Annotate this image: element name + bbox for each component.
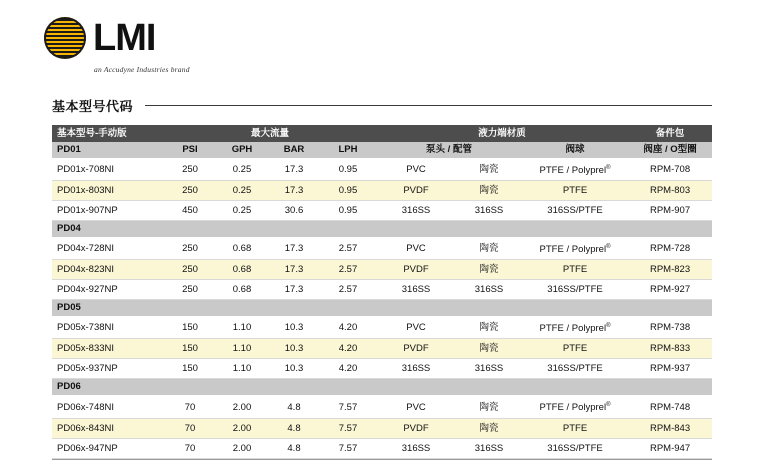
cell-lph: 0.95 <box>320 201 376 221</box>
cell-bar: 17.3 <box>268 181 320 201</box>
cell-gph: 0.68 <box>216 260 268 280</box>
cell-lph: 7.57 <box>320 418 376 438</box>
cell-psi: 250 <box>164 280 216 300</box>
cell-lph: 2.57 <box>320 238 376 260</box>
cell-model: PD01x-803NI <box>52 181 164 201</box>
cell-model: PD01x-907NP <box>52 201 164 221</box>
cell-model: PD04x-823NI <box>52 260 164 280</box>
cell-psi: 450 <box>164 201 216 221</box>
cell-lph: 0.95 <box>320 181 376 201</box>
table-row[interactable] <box>52 201 712 221</box>
cell-gph: 1.10 <box>216 339 268 359</box>
cell-repair-kit: RPM-833 <box>628 339 712 359</box>
page-title: 基本型号代码 <box>52 99 134 114</box>
cell-diaphragm: 陶瓷 <box>456 396 522 418</box>
cell-diaphragm: 陶瓷 <box>456 260 522 280</box>
cell-psi: 150 <box>164 359 216 379</box>
cell-ball: PTFE / Polyprel® <box>522 159 628 181</box>
cell-psi: 150 <box>164 339 216 359</box>
cell-head-material: 316SS <box>376 359 456 379</box>
cell-model: PD05x-738NI <box>52 317 164 339</box>
cell-psi: 250 <box>164 181 216 201</box>
head-model: 基本型号-手动版 <box>52 125 164 142</box>
cell-model: PD04x-927NP <box>52 280 164 300</box>
table-sub-header <box>52 142 712 159</box>
table-row[interactable] <box>52 339 712 359</box>
cell-head-material: 316SS <box>376 438 456 458</box>
subhead-gph: GPH <box>216 142 268 159</box>
subhead-group: PD01 <box>52 142 164 159</box>
cell-head-material: PVC <box>376 159 456 181</box>
table-bottom-rule <box>52 459 712 460</box>
cell-ball: 316SS/PTFE <box>522 201 628 221</box>
brand-logo <box>44 16 304 78</box>
cell-lph: 2.57 <box>320 260 376 280</box>
cell-ball: 316SS/PTFE <box>522 280 628 300</box>
cell-ball: PTFE <box>522 181 628 201</box>
cell-repair-kit: RPM-843 <box>628 418 712 438</box>
cell-diaphragm: 316SS <box>456 280 522 300</box>
registered-mark: ® <box>606 165 611 171</box>
table-group-row <box>52 221 712 238</box>
cell-model: PD06x-843NI <box>52 418 164 438</box>
cell-bar: 17.3 <box>268 238 320 260</box>
cell-gph: 1.10 <box>216 359 268 379</box>
cell-ball: PTFE <box>522 418 628 438</box>
cell-bar: 4.8 <box>268 438 320 458</box>
group-label: PD06 <box>52 379 712 396</box>
cell-head-material: PVDF <box>376 260 456 280</box>
subhead-psi: PSI <box>164 142 216 159</box>
cell-psi: 70 <box>164 396 216 418</box>
table-row[interactable] <box>52 260 712 280</box>
cell-lph: 0.95 <box>320 159 376 181</box>
subhead-kit: 阀座 / O型圈 <box>628 142 712 159</box>
cell-head-material: PVDF <box>376 339 456 359</box>
cell-bar: 10.3 <box>268 317 320 339</box>
table-row[interactable] <box>52 317 712 339</box>
table-row[interactable] <box>52 280 712 300</box>
cell-psi: 250 <box>164 260 216 280</box>
cell-model: PD06x-947NP <box>52 438 164 458</box>
cell-repair-kit: RPM-708 <box>628 159 712 181</box>
table-row[interactable] <box>52 438 712 458</box>
cell-bar: 17.3 <box>268 159 320 181</box>
cell-gph: 0.68 <box>216 238 268 260</box>
cell-ball: PTFE / Polyprel® <box>522 317 628 339</box>
cell-bar: 30.6 <box>268 201 320 221</box>
cell-head-material: PVC <box>376 317 456 339</box>
cell-diaphragm: 陶瓷 <box>456 339 522 359</box>
cell-psi: 150 <box>164 317 216 339</box>
cell-model: PD06x-748NI <box>52 396 164 418</box>
cell-gph: 2.00 <box>216 396 268 418</box>
registered-mark: ® <box>606 402 611 409</box>
cell-head-material: 316SS <box>376 201 456 221</box>
cell-lph: 4.20 <box>320 339 376 359</box>
subhead-ball: 阀球 <box>522 142 628 159</box>
section-header <box>52 96 712 115</box>
cell-lph: 4.20 <box>320 317 376 339</box>
cell-lph: 7.57 <box>320 438 376 458</box>
cell-bar: 10.3 <box>268 339 320 359</box>
cell-ball: PTFE <box>522 339 628 359</box>
cell-model: PD05x-937NP <box>52 359 164 379</box>
cell-head-material: PVDF <box>376 418 456 438</box>
spec-table-wrapper <box>52 125 712 460</box>
subhead-bar: BAR <box>268 142 320 159</box>
cell-repair-kit: RPM-947 <box>628 438 712 458</box>
group-label: PD05 <box>52 300 712 317</box>
head-material: 液力端材质 <box>376 125 628 142</box>
cell-repair-kit: RPM-728 <box>628 238 712 260</box>
cell-head-material: PVC <box>376 396 456 418</box>
cell-gph: 2.00 <box>216 418 268 438</box>
cell-head-material: PVC <box>376 238 456 260</box>
table-row[interactable] <box>52 396 712 418</box>
group-label: PD04 <box>52 221 712 238</box>
cell-ball: 316SS/PTFE <box>522 438 628 458</box>
cell-repair-kit: RPM-738 <box>628 317 712 339</box>
cell-gph: 1.10 <box>216 317 268 339</box>
table-group-row <box>52 300 712 317</box>
cell-ball: PTFE / Polyprel® <box>522 238 628 260</box>
cell-model: PD01x-708NI <box>52 159 164 181</box>
logo-tagline: an Accudyne Industries brand <box>94 65 190 74</box>
table-row[interactable] <box>52 418 712 438</box>
title-divider <box>145 105 712 106</box>
cell-bar: 4.8 <box>268 396 320 418</box>
cell-bar: 10.3 <box>268 359 320 379</box>
cell-ball: PTFE / Polyprel® <box>522 396 628 418</box>
cell-bar: 17.3 <box>268 260 320 280</box>
cell-diaphragm: 陶瓷 <box>456 317 522 339</box>
cell-repair-kit: RPM-748 <box>628 396 712 418</box>
cell-gph: 0.25 <box>216 181 268 201</box>
cell-diaphragm: 陶瓷 <box>456 418 522 438</box>
cell-model: PD05x-833NI <box>52 339 164 359</box>
cell-lph: 4.20 <box>320 359 376 379</box>
cell-gph: 0.25 <box>216 201 268 221</box>
spec-table <box>52 125 712 459</box>
cell-gph: 0.68 <box>216 280 268 300</box>
logo-wordmark: LMI <box>93 17 156 59</box>
cell-lph: 2.57 <box>320 280 376 300</box>
cell-diaphragm: 316SS <box>456 438 522 458</box>
registered-mark: ® <box>606 244 611 251</box>
table-row[interactable] <box>52 159 712 181</box>
cell-diaphragm: 陶瓷 <box>456 181 522 201</box>
cell-repair-kit: RPM-823 <box>628 260 712 280</box>
cell-repair-kit: RPM-927 <box>628 280 712 300</box>
cell-psi: 250 <box>164 159 216 181</box>
table-row[interactable] <box>52 359 712 379</box>
table-row[interactable] <box>52 238 712 260</box>
cell-psi: 70 <box>164 418 216 438</box>
lmi-globe-icon <box>44 17 86 59</box>
cell-head-material: PVDF <box>376 181 456 201</box>
cell-gph: 0.25 <box>216 159 268 181</box>
cell-gph: 2.00 <box>216 438 268 458</box>
cell-repair-kit: RPM-907 <box>628 201 712 221</box>
cell-lph: 7.57 <box>320 396 376 418</box>
cell-head-material: 316SS <box>376 280 456 300</box>
cell-ball: PTFE <box>522 260 628 280</box>
cell-diaphragm: 316SS <box>456 201 522 221</box>
cell-psi: 70 <box>164 438 216 458</box>
cell-psi: 250 <box>164 238 216 260</box>
cell-bar: 4.8 <box>268 418 320 438</box>
table-row[interactable] <box>52 181 712 201</box>
registered-mark: ® <box>606 323 611 330</box>
logo-row <box>44 16 304 60</box>
head-flow: 最大流量 <box>164 125 376 142</box>
head-kit: 备件包 <box>628 125 712 142</box>
table-head-band <box>52 125 712 142</box>
cell-repair-kit: RPM-937 <box>628 359 712 379</box>
table-group-row <box>52 379 712 396</box>
subhead-lph: LPH <box>320 142 376 159</box>
cell-diaphragm: 316SS <box>456 359 522 379</box>
cell-diaphragm: 陶瓷 <box>456 159 522 181</box>
cell-model: PD04x-728NI <box>52 238 164 260</box>
cell-diaphragm: 陶瓷 <box>456 238 522 260</box>
subhead-head: 泵头 / 配管 <box>376 142 522 159</box>
cell-ball: 316SS/PTFE <box>522 359 628 379</box>
cell-repair-kit: RPM-803 <box>628 181 712 201</box>
cell-bar: 17.3 <box>268 280 320 300</box>
